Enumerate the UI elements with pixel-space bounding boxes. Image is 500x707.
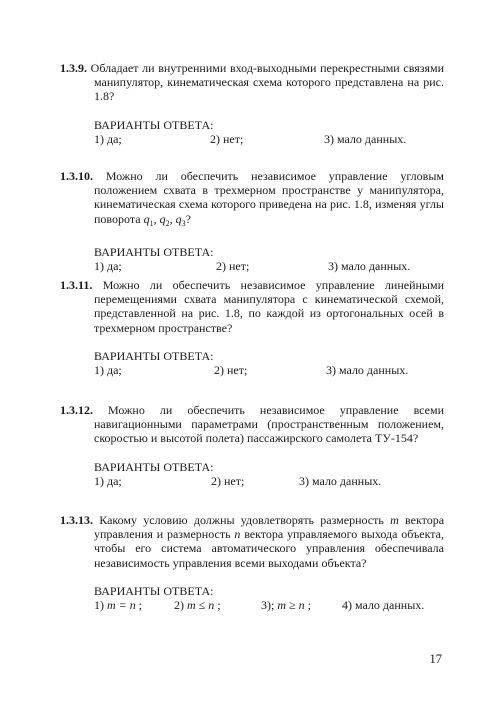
question-1-3-10: 1.3.10. Можно ли обеспечить независимое управление угловым положением схвата в трехмерном пространстве у манипулятора, кинематическая схема которого приведена на рис. 1.8, изменяя углы поворота $q_1$, $q_2$, $q_3$? ВАРИАНТЫ ОТВЕТА: 1) да; 2) нет; 3) мало данных. — [60, 169, 444, 273]
answer-options — [94, 474, 444, 488]
page-number: 17 — [429, 652, 442, 666]
question-number: 1.3.10. — [60, 169, 93, 183]
question-1-3-12 — [60, 403, 444, 488]
question-number: 1.3.12. — [60, 403, 93, 417]
question-1-3-11 — [60, 278, 444, 377]
answer-option: 1) да; — [94, 473, 122, 488]
question-1-3-13: 1.3.13. Какому условию должны удовлетворять размерность m вектора управления и размерность n вектора управляемого выхода объекта, чтобы его система автоматического управления обеспечивала независимость управления всеми выходами объекта? ВАРИАНТЫ ОТВЕТА: 1) m = n ; 2) m ≤ n ; 3); m ≥ n ; 4) мало данных. — [60, 513, 445, 612]
variable-n: n — [234, 527, 241, 542]
answer-options — [94, 363, 444, 377]
answer-option: 1) да; — [94, 362, 122, 377]
answers-header: ВАРИАНТЫ ОТВЕТА: — [94, 348, 214, 363]
answer-option: 2) нет; — [216, 258, 250, 273]
answers-header: ВАРИАНТЫ ОТВЕТА: — [94, 583, 214, 598]
question-text: Обладает ли внутренними вход-выходными перекрестными связями манипулятор, кинематическая схема которого представлена на рис. 1.8? — [90, 61, 445, 104]
answer-options — [94, 598, 444, 612]
answer-option: 2) нет; — [214, 362, 248, 377]
answer-option: 1) да; — [94, 131, 122, 146]
answer-option: 4) мало данных. — [342, 597, 425, 612]
answer-options — [94, 132, 444, 146]
answer-option: 2) m ≤ n ; — [174, 597, 221, 612]
answer-options — [94, 259, 444, 273]
question-number: 1.3.11. — [60, 278, 93, 292]
answer-option: 2) нет; — [211, 473, 245, 488]
question-text: Можно ли обеспечить независимое управление всеми навигационными параметрами (пространственным положением, скоростью и высотой полета) пассажирского самолета ТУ-154? — [94, 403, 444, 446]
answer-option: 3) мало данных. — [299, 473, 382, 488]
question-number: 1.3.9. — [60, 61, 87, 75]
formula: m ≥ n — [277, 597, 305, 612]
variable-m: m — [390, 513, 399, 527]
formula: $q_1$, $q_2$, $q_3$ — [143, 211, 186, 228]
answer-option: 2) нет; — [210, 131, 244, 146]
answer-option: 1) m = n ; — [94, 597, 143, 612]
answer-option: 3) мало данных. — [326, 362, 409, 377]
question-text: Можно ли обеспечить независимое управление линейными перемещениями схвата манипулятора с кинематической схемой, представленной на рис. 1.8, по каждой из ортогональных осей в трехмерном пространстве? — [94, 278, 444, 335]
question-text: Какому условию должны удовлетворять размерность — [99, 513, 384, 527]
answers-header: ВАРИАНТЫ ОТВЕТА: — [94, 244, 214, 259]
answer-option: 3); m ≥ n ; — [261, 597, 311, 612]
answers-header: ВАРИАНТЫ ОТВЕТА: — [94, 459, 214, 474]
answer-option: 1) да; — [94, 258, 122, 273]
formula: m = n — [107, 597, 136, 612]
answers-header: ВАРИАНТЫ ОТВЕТА: — [94, 117, 214, 132]
answer-option: 3) мало данных. — [328, 258, 411, 273]
answer-option: 3) мало данных. — [324, 131, 407, 146]
question-text: Можно ли обеспечить независимое управление угловым положением схвата в трехмерном пространстве у манипулятора, кинематическая схема которого приведена на рис. 1.8, изменяя углы поворота — [94, 169, 444, 226]
question-1-3-9 — [60, 61, 444, 146]
question-number: 1.3.13. — [60, 513, 93, 527]
formula: m ≤ n — [187, 597, 215, 612]
